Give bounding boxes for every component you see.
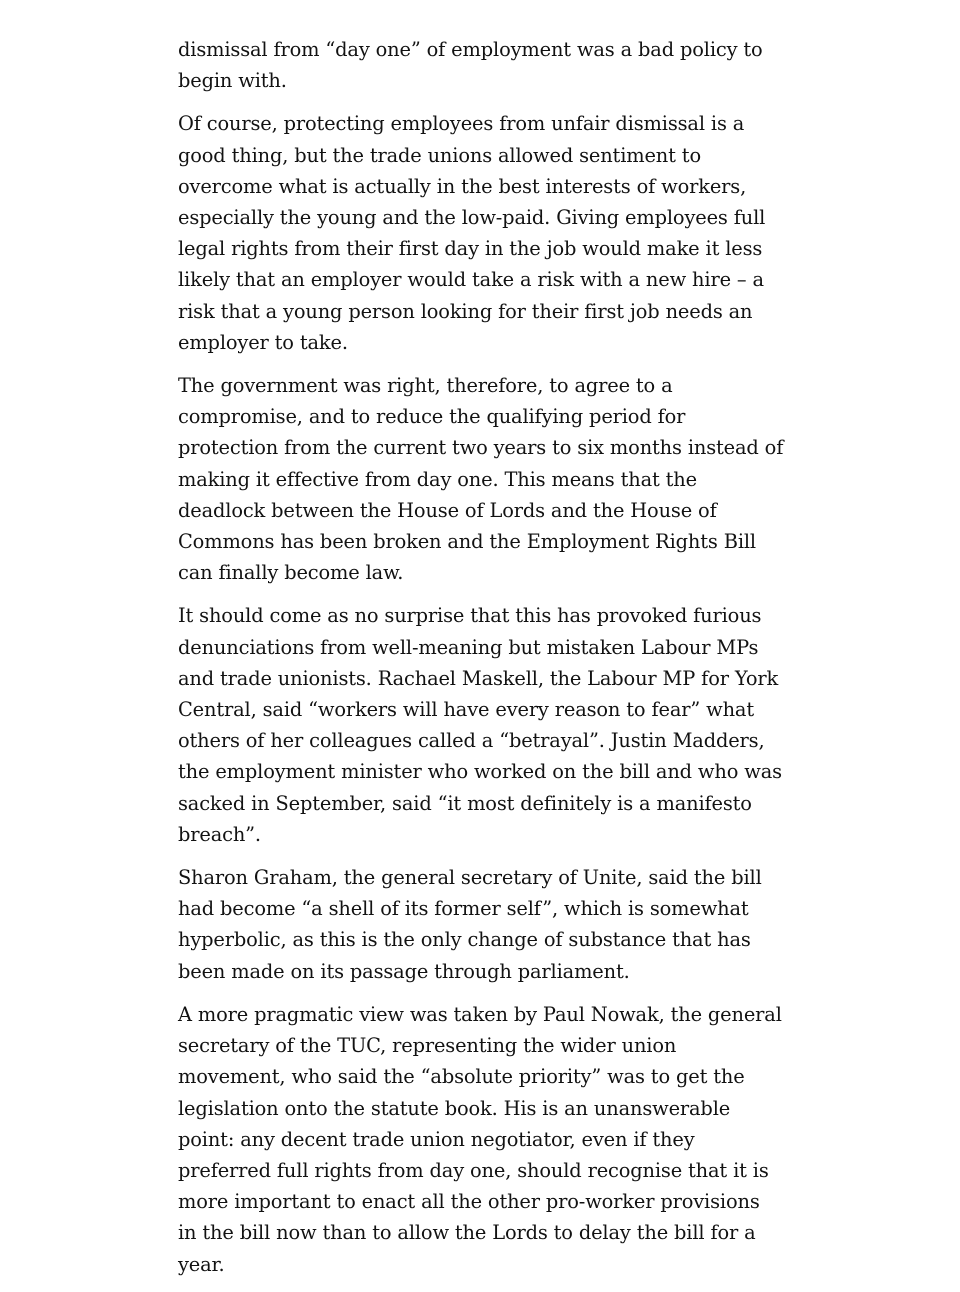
paragraph: It should come as no surprise that this has provoked furious denunciations from well-meaning but mistaken Labour MPs and trade unionists. Rachael Maskell, the Labour MP for York Central, said “workers will have every reason to fear” what others of her colleagues called a “betrayal”. Justin Madders, the employment minister who worked on the bill and who was sacked in September, said “it most definitely is a manifesto breach”. (178, 604, 782, 846)
paragraph: A more pragmatic view was taken by Paul Nowak, the general secretary of the TUC, representing the wider union movement, who said the “absolute priority” was to get the legislation onto the statute book. His is an unanswerable point: any decent trade union negotiator, even if they preferred full rights from day one, should recognise that it is more important to enact all the other pro-worker provisions in the bill now than to allow the Lords to delay the bill for a year. (178, 1002, 782, 1276)
paragraph: Sharon Graham, the general secretary of Unite, said the bill had become “a shell of its former self”, which is somewhat hyperbolic, as this is the only change of substance that has been made on its passage through parliament. (178, 866, 762, 983)
paragraph: Of course, protecting employees from unfair dismissal is a good thing, but the trade unions allowed sentiment to overcome what is actually in the best interests of workers, especially the young and the low-paid. Giving employees full legal rights from their first day in the job would make it less likely that an employer would take a risk with a new hire – a risk that a young person looking for their first job needs an employer to take. (178, 112, 766, 354)
paragraph: dismissal from “day one” of employment was a bad policy to begin with. (178, 38, 763, 93)
paragraph: The government was right, therefore, to agree to a compromise, and to reduce the qualifying period for protection from the current two years to six months instead of making it effective from day one. This means that the deadlock between the House of Lords and the House of Commons has been broken and the Employment Rights Bill can finally become law. (178, 374, 784, 585)
article-body (178, 34, 784, 1292)
